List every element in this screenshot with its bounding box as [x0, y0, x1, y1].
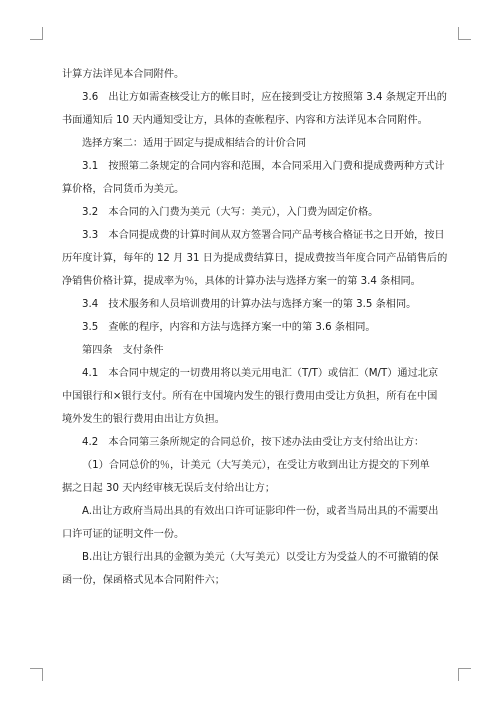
paragraph-4-1 — [62, 362, 444, 431]
paragraph-3-4 — [62, 293, 444, 316]
text-line: 函一份，保函格式见本合同附件六； — [62, 575, 225, 586]
paragraph-3-5 — [62, 316, 444, 339]
paragraph-4-2-item-1 — [62, 454, 444, 500]
paragraph-item-a — [62, 500, 444, 546]
text-line: 口许可证的证明文件一份。 — [62, 529, 185, 540]
paragraph-3-3 — [62, 224, 448, 293]
text-line: 计算方法详见本合同附件。 — [62, 69, 185, 80]
paragraph-3-1 — [62, 155, 444, 201]
crop-mark-bottom-left — [30, 668, 43, 681]
crop-mark-top-right — [458, 27, 471, 40]
text-line: 3.4 技术服务和人员培训费用的计算办法与选择方案一的第 3.5 条相同。 — [82, 299, 417, 310]
text-line: 3.6 出让方如需查核受让方的帐目时，应在接到受让方按照第 3.4 条规定开出的 — [82, 92, 447, 103]
paragraph-calc-method — [62, 63, 444, 86]
text-line: 3.1 按照第二条规定的合同内容和范围，本合同采用入门费和提成费两种方式计 — [82, 161, 445, 172]
text-line: 4.1 本合同中规定的一切费用将以美元用电汇（T/T）或信汇（M/T）通过北京 — [82, 368, 439, 379]
text-line: 3.2 本合同的入门费为美元（大写：美元），入门费为固定价格。 — [82, 207, 379, 218]
text-line: 选择方案二：适用于固定与提成相结合的计价合同 — [82, 138, 307, 149]
paragraph-4-2 — [62, 431, 444, 454]
text-line: 第四条 支付条件 — [82, 345, 164, 356]
text-line: 算价格，合同货币为美元。 — [62, 184, 185, 195]
document-body — [62, 63, 448, 592]
text-line: A.出让方政府当局出具的有效出口许可证影印件一份，或者当局出具的不需要出 — [82, 506, 439, 517]
text-line: 净销售价格计算，提成率为％，具体的计算办法与选择方案一的第 3.4 条相同。 — [62, 276, 421, 287]
text-line: 4.2 本合同第三条所规定的合同总价，按下述办法由受让方支付给出让方： — [82, 437, 425, 448]
paragraph-3-2 — [62, 201, 444, 224]
text-line: 中国银行和×银行支付。所有在中国境内发生的银行费用由受让方负担，所有在中国 — [62, 391, 438, 402]
paragraph-article-four-heading — [62, 339, 444, 362]
text-line: 3.5 查帐的程序，内容和方法与选择方案一中的第 3.6 条相同。 — [82, 322, 376, 333]
paragraph-option-two-heading — [62, 132, 444, 155]
text-line: 境外发生的银行费用由出让方负担。 — [62, 414, 225, 425]
text-line: 3.3 本合同提成费的计算时间从双方签署合同产品考核合格证书之日开始，按日 — [82, 230, 445, 241]
crop-mark-bottom-right — [458, 668, 471, 681]
text-line: B.出让方银行出具的金额为美元（大写美元）以受让方为受益人的不可撤销的保 — [82, 552, 439, 563]
text-line: （1）合同总价的％，计美元（大写美元），在受让方收到出让方提交的下列单 — [82, 460, 430, 471]
paragraph-3-6 — [62, 86, 447, 132]
paragraph-item-b — [62, 546, 444, 592]
text-line: 历年度计算，每年的 12 月 31 日为提成费结算日，提成费按当年度合同产品销售后的 — [62, 253, 448, 264]
text-line: 据之日起 30 天内经审核无误后支付给出让方； — [62, 483, 276, 494]
text-line: 书面通知后 10 天内通知受让方，具体的查帐程序、内容和方法详见本合同附件。 — [62, 115, 428, 126]
crop-mark-top-left — [30, 27, 43, 40]
